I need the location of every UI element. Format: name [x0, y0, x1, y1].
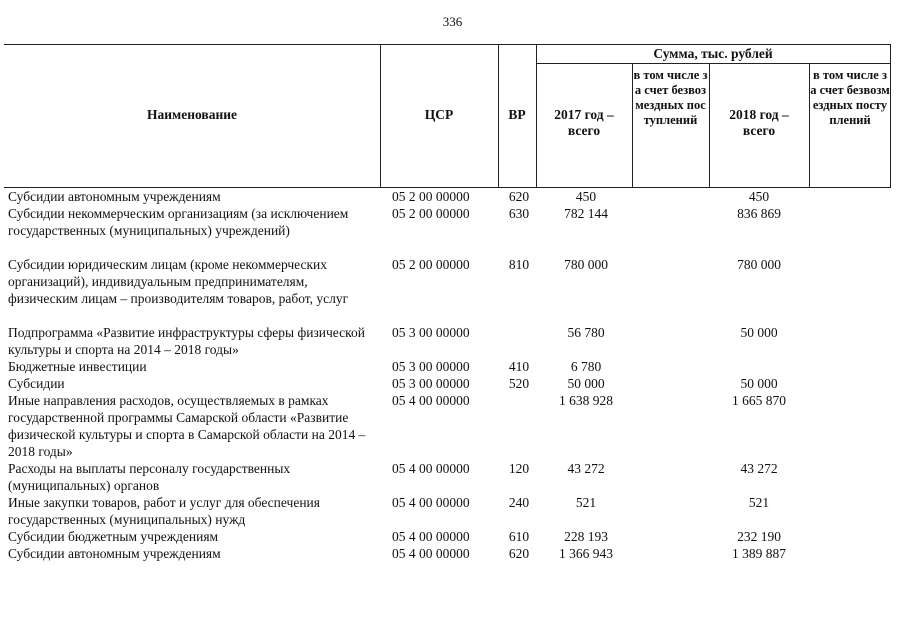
- budget-table: [4, 44, 891, 562]
- row-name: Бюджетные инвестиции: [8, 359, 147, 374]
- row-vr: 610: [508, 529, 530, 544]
- col-divider: [890, 45, 891, 187]
- row-sum-2018: 43 272: [740, 461, 778, 476]
- table-header: [4, 44, 891, 188]
- row-name: Субсидии: [8, 376, 65, 391]
- row-csr: 05 2 00 00000: [392, 257, 470, 272]
- row-sum-2018: 780 000: [737, 257, 781, 272]
- col-divider: [536, 45, 537, 187]
- row-sum-2018: 1 389 887: [732, 546, 786, 561]
- row-sum-2018: 1 665 870: [732, 393, 786, 408]
- row-vr: 120: [508, 461, 530, 476]
- row-name: Субсидии юридическим лицам (кроме некоммерческих организаций), индивидуальным предпринимателям, физическим лицам – производителям товаров, работ, услуг: [8, 257, 349, 306]
- table-row: [4, 528, 891, 545]
- header-2018-free: в том числе за счет безвозмездных поступлений: [810, 68, 890, 127]
- header-sum-group: Сумма, тыс. рублей: [653, 46, 773, 61]
- row-name: Иные закупки товаров, работ и услуг для обеспечения государственных (муниципальных) нужд: [8, 495, 320, 527]
- row-sum-2017: 782 144: [564, 206, 608, 221]
- row-sum-2018: 232 190: [737, 529, 781, 544]
- group-divider: [536, 63, 890, 64]
- row-name: Субсидии бюджетным учреждениям: [8, 529, 219, 544]
- header-csr: ЦСР: [424, 107, 454, 122]
- row-sum-2017: 6 780: [570, 359, 602, 374]
- header-vr: ВР: [508, 107, 526, 122]
- row-csr: 05 3 00 00000: [392, 325, 470, 340]
- row-vr: 520: [508, 376, 530, 391]
- row-vr: 620: [508, 189, 530, 204]
- row-sum-2018: 450: [748, 189, 770, 204]
- table-row: [4, 545, 891, 562]
- table-row: [4, 188, 891, 205]
- row-sum-2017: 56 780: [567, 325, 605, 340]
- row-name: Субсидии автономным учреждениям: [8, 189, 221, 204]
- row-name: Расходы на выплаты персоналу государственных (муниципальных) органов: [8, 461, 291, 493]
- row-sum-2017: 521: [575, 495, 597, 510]
- row-csr: 05 4 00 00000: [392, 393, 470, 408]
- row-sum-2017: 50 000: [567, 376, 605, 391]
- row-sum-2017: 450: [575, 189, 597, 204]
- table-row: [4, 256, 891, 324]
- table-row: [4, 494, 891, 528]
- page-number: 336: [442, 14, 463, 29]
- row-sum-2017: 780 000: [564, 257, 608, 272]
- row-sum-2018: 50 000: [740, 325, 778, 340]
- row-sum-2018: 521: [748, 495, 770, 510]
- header-name: Наименование: [147, 107, 237, 122]
- row-sum-2017: 228 193: [564, 529, 608, 544]
- col-divider: [709, 64, 710, 187]
- row-csr: 05 2 00 00000: [392, 206, 470, 221]
- row-vr: 620: [508, 546, 530, 561]
- row-sum-2017: 1 366 943: [559, 546, 613, 561]
- header-2017-total: 2017 год – всего: [554, 107, 614, 138]
- table-row: [4, 460, 891, 494]
- header-2017-free: в том числе за счет безвозмездных поступлений: [633, 68, 708, 127]
- table-row: [4, 358, 891, 375]
- row-csr: 05 2 00 00000: [392, 189, 470, 204]
- row-name: Подпрограмма «Развитие инфраструктуры сферы физической культуры и спорта на 2014 – 2018 годы»: [8, 325, 365, 357]
- row-sum-2017: 43 272: [567, 461, 605, 476]
- row-csr: 05 3 00 00000: [392, 376, 470, 391]
- row-sum-2018: 50 000: [740, 376, 778, 391]
- row-vr: 240: [508, 495, 530, 510]
- row-name: Субсидии автономным учреждениям: [8, 546, 221, 561]
- row-name: Субсидии некоммерческим организациям (за исключением государственных (муниципальных) учреждений): [8, 206, 349, 238]
- header-2018-total: 2018 год – всего: [729, 107, 789, 138]
- row-csr: 05 4 00 00000: [392, 546, 470, 561]
- table-row: [4, 324, 891, 358]
- row-vr: 410: [508, 359, 530, 374]
- row-csr: 05 4 00 00000: [392, 461, 470, 476]
- table-row: [4, 392, 891, 460]
- table-row: [4, 375, 891, 392]
- row-csr: 05 4 00 00000: [392, 529, 470, 544]
- row-csr: 05 3 00 00000: [392, 359, 470, 374]
- row-name: Иные направления расходов, осуществляемых в рамках государственной программы Самарской области «Развитие физической культуры и спорта в Самарской области на 2014 – 2018 годы»: [8, 393, 366, 459]
- table-row: [4, 205, 891, 256]
- row-sum-2018: 836 869: [737, 206, 781, 221]
- row-sum-2017: 1 638 928: [559, 393, 613, 408]
- table-body: [4, 188, 891, 562]
- row-vr: 630: [508, 206, 530, 221]
- row-vr: 810: [508, 257, 530, 272]
- row-csr: 05 4 00 00000: [392, 495, 470, 510]
